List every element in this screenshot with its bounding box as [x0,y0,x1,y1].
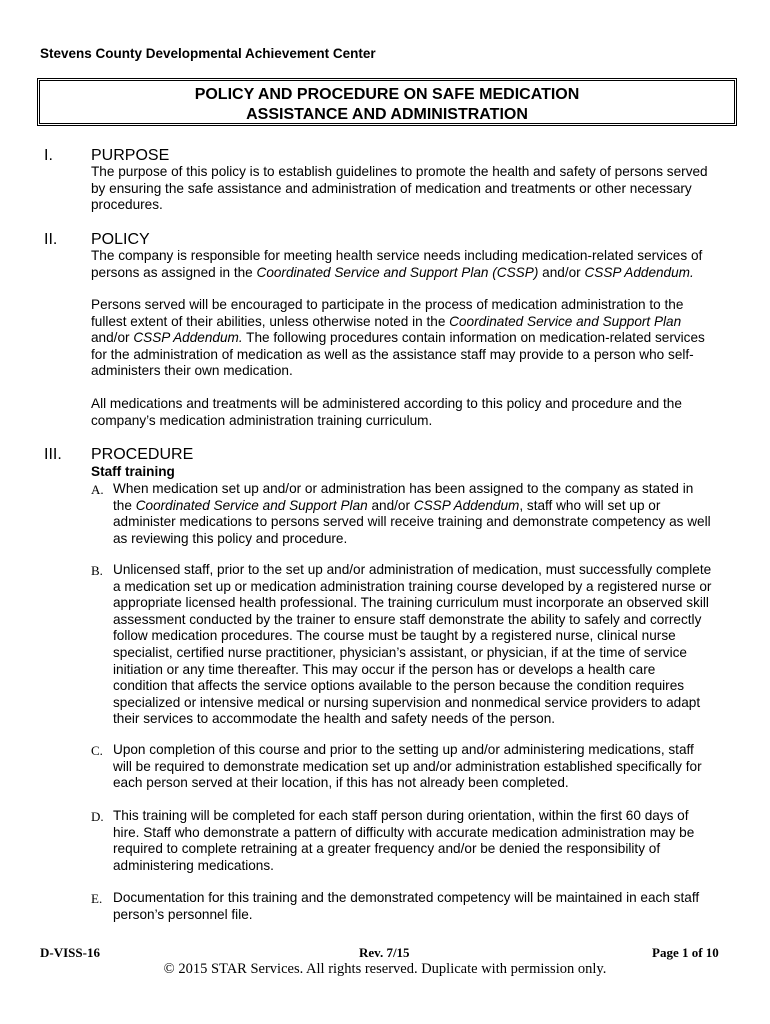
procedure-item-e: Documentation for this training and the demonstrated competency will be maintained in each staff person’s personnel file. [113,890,700,922]
procedure-item-b: Unlicensed staff, prior to the set up and/or administration of medication, must successfully complete a medication set up or medication administration training course developed by a registered nurse or appropriate licensed health professional. The training curriculum must incorporate an observed skill assessment conducted by the trainer to ensure staff demonstrate the ability to safely and correctly follow medication procedures. The course must be taught by a registered nurse, clinical nurse specialist, certified nurse practitioner, physician’s assistant, or physician, if at the time of service initiation or any time thereafter. This may occur if the person has or develops a health care condition that affects the service options available to the person because the condition requires specialized or intensive medical or nursing supervision and nonmedical service providers to adapt their services to accommodate the health and safety needs of the person. [113,562,712,727]
procedure-item-d: This training will be completed for each staff person during orientation, within the first 60 days of hire. Staff who demonstrate a pattern of difficulty with accurate medication administration may be required to complete retraining at a greater frequency and/or be denied the responsibility of administering medications. [113,808,695,873]
policy-paragraph-3: All medications and treatments will be administered according to this policy and procedure and the company’s medication administration training curriculum. [91,396,682,428]
policy-paragraph-1: The company is responsible for meeting health service needs including medication-related services of persons as assigned in the Coordinated Service and Support Plan (CSSP) and/or CSSP Addendum. [91,248,703,280]
section-number-procedure: III. [44,446,62,463]
policy-paragraph-2: Persons served will be encouraged to participate in the process of medication administration to the fullest extent of their abilities, unless otherwise noted in the Coordinated Service and Support Plan and/or CSSP Addendum. The following procedures contain information on medication-related services for the administration of medication as well as the assistance staff may provide to a person who self- administers their own medication. [91,297,705,379]
procedure-item-c: Upon completion of this course and prior to the setting up and/or administering medications, staff will be required to demonstrate medication set up and/or administration established specifically for each person served at their location, if this has not already been completed. [113,742,702,791]
section-number-purpose: I. [44,147,53,164]
item-letter-c: C. [91,743,103,758]
item-letter-b: B. [91,563,103,578]
section-number-policy: II. [44,231,58,248]
item-letter-a: A. [91,482,104,497]
footer-page-number: Page 1 of 10 [652,945,719,960]
section-heading-policy: POLICY [91,231,150,248]
procedure-item-a: When medication set up and/or or administration has been assigned to the company as stated in the Coordinated Service and Support Plan and/or CSSP Addendum, staff who will set up or administer medications to persons served will receive training and demonstrate competency as well as reviewing this policy and procedure. [113,481,711,546]
document-title-line1: POLICY AND PROCEDURE ON SAFE MEDICATION [194,86,580,103]
footer-revision: Rev. 7/15 [359,945,410,960]
document-title-box [37,78,737,126]
organization-name: Stevens County Developmental Achievement Center [40,46,376,61]
document-title-line2: ASSISTANCE AND ADMINISTRATION [246,106,528,123]
subheading-staff-training: Staff training [91,464,175,479]
footer-doc-code: D-VISS-16 [40,945,100,960]
item-letter-d: D. [91,809,104,824]
footer-copyright: © 2015 STAR Services. All rights reserved. Duplicate with permission only. [163,961,607,977]
purpose-paragraph: The purpose of this policy is to establish guidelines to promote the health and safety of persons served by ensuring the safe assistance and administration of medication and treatments or other necessary procedures. [91,164,708,213]
item-letter-e: E. [91,891,103,906]
section-heading-purpose: PURPOSE [91,147,170,164]
section-heading-procedure: PROCEDURE [91,446,194,463]
